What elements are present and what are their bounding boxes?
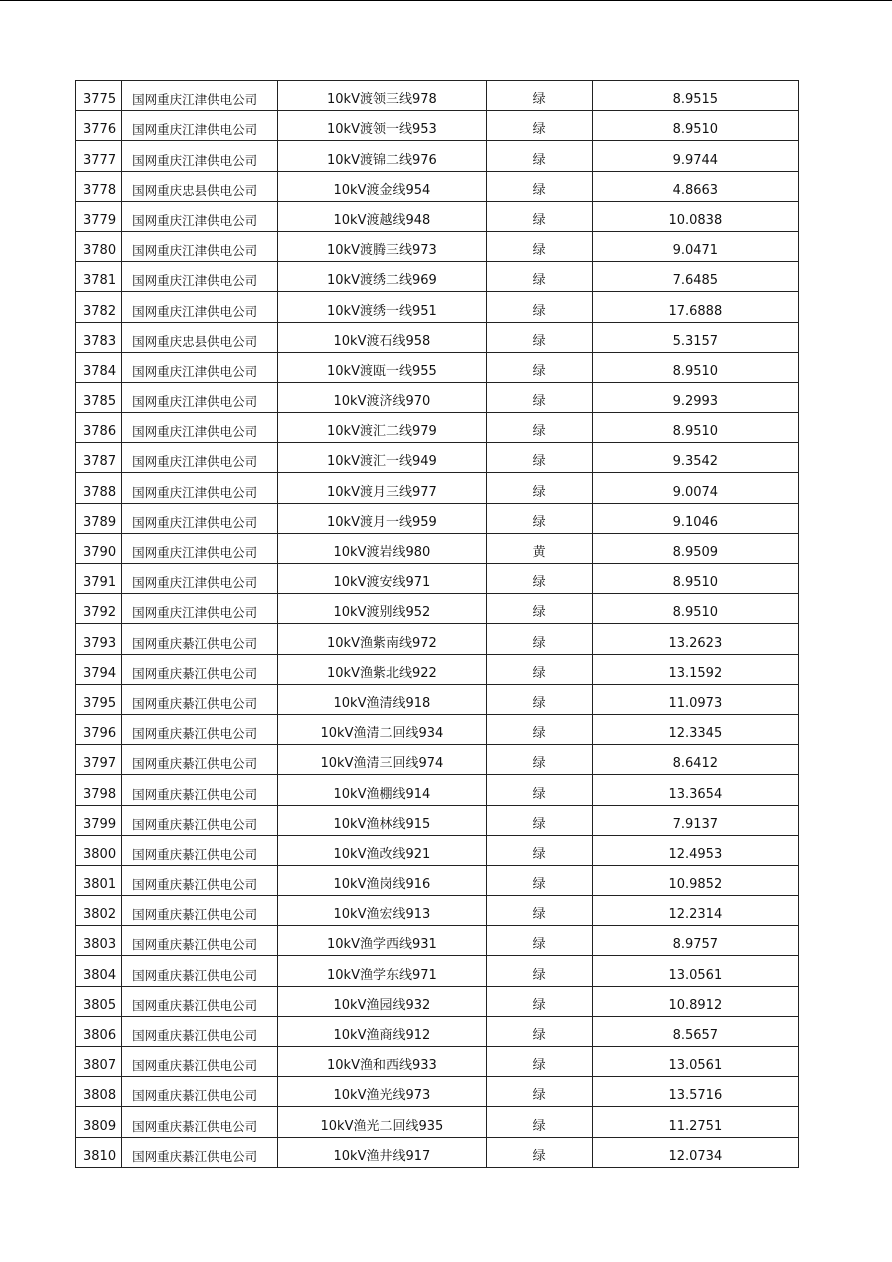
status-color-cell: 绿 (486, 352, 592, 382)
status-color-cell: 绿 (486, 1107, 592, 1137)
table-row (76, 896, 799, 926)
company-cell: 国网重庆江津供电公司 (122, 382, 278, 412)
table-row (76, 805, 799, 835)
row-number-cell: 3793 (76, 624, 122, 654)
line-name-cell: 10kV渡汇一线949 (278, 443, 486, 473)
company-cell: 国网重庆綦江供电公司 (122, 956, 278, 986)
line-name-cell: 10kV渡领一线953 (278, 111, 486, 141)
value-cell: 11.2751 (592, 1107, 798, 1137)
company-cell: 国网重庆江津供电公司 (122, 413, 278, 443)
row-number-cell: 3777 (76, 141, 122, 171)
value-cell: 12.3345 (592, 714, 798, 744)
table-row (76, 654, 799, 684)
company-cell: 国网重庆江津供电公司 (122, 533, 278, 563)
value-cell: 8.9510 (592, 413, 798, 443)
company-cell: 国网重庆江津供电公司 (122, 443, 278, 473)
company-cell: 国网重庆江津供电公司 (122, 352, 278, 382)
line-name-cell: 10kV渡绣二线969 (278, 262, 486, 292)
line-name-cell: 10kV渔清线918 (278, 684, 486, 714)
value-cell: 9.1046 (592, 503, 798, 533)
table-row (76, 1137, 799, 1167)
value-cell: 13.1592 (592, 654, 798, 684)
table-row (76, 413, 799, 443)
status-color-cell: 绿 (486, 956, 592, 986)
company-cell: 国网重庆綦江供电公司 (122, 805, 278, 835)
company-cell: 国网重庆綦江供电公司 (122, 624, 278, 654)
line-name-cell: 10kV渡锦二线976 (278, 141, 486, 171)
company-cell: 国网重庆忠县供电公司 (122, 171, 278, 201)
status-color-cell: 绿 (486, 443, 592, 473)
status-color-cell: 绿 (486, 805, 592, 835)
company-cell: 国网重庆江津供电公司 (122, 111, 278, 141)
line-name-cell: 10kV渔改线921 (278, 835, 486, 865)
row-number-cell: 3800 (76, 835, 122, 865)
table-row (76, 594, 799, 624)
table-row (76, 684, 799, 714)
line-name-cell: 10kV渡济线970 (278, 382, 486, 412)
line-name-cell: 10kV渔紫南线972 (278, 624, 486, 654)
company-cell: 国网重庆綦江供电公司 (122, 865, 278, 895)
value-cell: 9.0074 (592, 473, 798, 503)
company-cell: 国网重庆忠县供电公司 (122, 322, 278, 352)
table-row (76, 262, 799, 292)
line-name-cell: 10kV渡石线958 (278, 322, 486, 352)
value-cell: 9.3542 (592, 443, 798, 473)
status-color-cell: 绿 (486, 1077, 592, 1107)
line-name-cell: 10kV渡月一线959 (278, 503, 486, 533)
status-color-cell: 绿 (486, 564, 592, 594)
status-color-cell: 绿 (486, 322, 592, 352)
status-color-cell: 绿 (486, 1137, 592, 1167)
row-number-cell: 3798 (76, 775, 122, 805)
company-cell: 国网重庆綦江供电公司 (122, 1107, 278, 1137)
company-cell: 国网重庆綦江供电公司 (122, 926, 278, 956)
status-color-cell: 绿 (486, 81, 592, 111)
line-name-cell: 10kV渔学东线971 (278, 956, 486, 986)
line-name-cell: 10kV渔清三回线974 (278, 745, 486, 775)
status-color-cell: 绿 (486, 231, 592, 261)
row-number-cell: 3790 (76, 533, 122, 563)
value-cell: 13.3654 (592, 775, 798, 805)
status-color-cell: 绿 (486, 503, 592, 533)
line-name-cell: 10kV渡越线948 (278, 201, 486, 231)
row-number-cell: 3775 (76, 81, 122, 111)
table-row (76, 1016, 799, 1046)
value-cell: 11.0973 (592, 684, 798, 714)
table-row (76, 865, 799, 895)
value-cell: 10.0838 (592, 201, 798, 231)
value-cell: 7.6485 (592, 262, 798, 292)
value-cell: 10.9852 (592, 865, 798, 895)
row-number-cell: 3782 (76, 292, 122, 322)
row-number-cell: 3784 (76, 352, 122, 382)
data-table (75, 80, 799, 1168)
line-name-cell: 10kV渔商线912 (278, 1016, 486, 1046)
row-number-cell: 3791 (76, 564, 122, 594)
row-number-cell: 3779 (76, 201, 122, 231)
status-color-cell: 绿 (486, 594, 592, 624)
status-color-cell: 绿 (486, 292, 592, 322)
table-row (76, 956, 799, 986)
row-number-cell: 3788 (76, 473, 122, 503)
row-number-cell: 3804 (76, 956, 122, 986)
line-name-cell: 10kV渡绣一线951 (278, 292, 486, 322)
status-color-cell: 绿 (486, 835, 592, 865)
table-row (76, 775, 799, 805)
table-row (76, 443, 799, 473)
table-row (76, 352, 799, 382)
table-row (76, 714, 799, 744)
page-top-border (0, 0, 892, 1)
status-color-cell: 绿 (486, 865, 592, 895)
status-color-cell: 绿 (486, 141, 592, 171)
line-name-cell: 10kV渔紫北线922 (278, 654, 486, 684)
table-row (76, 473, 799, 503)
row-number-cell: 3803 (76, 926, 122, 956)
company-cell: 国网重庆江津供电公司 (122, 141, 278, 171)
company-cell: 国网重庆綦江供电公司 (122, 1016, 278, 1046)
status-color-cell: 绿 (486, 413, 592, 443)
company-cell: 国网重庆綦江供电公司 (122, 714, 278, 744)
company-cell: 国网重庆江津供电公司 (122, 201, 278, 231)
value-cell: 9.9744 (592, 141, 798, 171)
table-row (76, 171, 799, 201)
line-name-cell: 10kV渡别线952 (278, 594, 486, 624)
table-row (76, 111, 799, 141)
row-number-cell: 3789 (76, 503, 122, 533)
line-name-cell: 10kV渡领三线978 (278, 81, 486, 111)
table-row (76, 624, 799, 654)
value-cell: 8.9510 (592, 111, 798, 141)
value-cell: 8.6412 (592, 745, 798, 775)
value-cell: 10.8912 (592, 986, 798, 1016)
line-name-cell: 10kV渔园线932 (278, 986, 486, 1016)
status-color-cell: 绿 (486, 896, 592, 926)
company-cell: 国网重庆綦江供电公司 (122, 654, 278, 684)
status-color-cell: 绿 (486, 986, 592, 1016)
status-color-cell: 绿 (486, 171, 592, 201)
value-cell: 8.9510 (592, 352, 798, 382)
row-number-cell: 3795 (76, 684, 122, 714)
company-cell: 国网重庆綦江供电公司 (122, 775, 278, 805)
company-cell: 国网重庆綦江供电公司 (122, 684, 278, 714)
company-cell: 国网重庆綦江供电公司 (122, 1047, 278, 1077)
status-color-cell: 绿 (486, 382, 592, 412)
row-number-cell: 3809 (76, 1107, 122, 1137)
company-cell: 国网重庆綦江供电公司 (122, 986, 278, 1016)
table-row (76, 564, 799, 594)
status-color-cell: 绿 (486, 201, 592, 231)
value-cell: 13.5716 (592, 1077, 798, 1107)
company-cell: 国网重庆綦江供电公司 (122, 835, 278, 865)
row-number-cell: 3786 (76, 413, 122, 443)
row-number-cell: 3807 (76, 1047, 122, 1077)
value-cell: 13.0561 (592, 956, 798, 986)
table-row (76, 835, 799, 865)
row-number-cell: 3810 (76, 1137, 122, 1167)
line-name-cell: 10kV渡瓯一线955 (278, 352, 486, 382)
value-cell: 17.6888 (592, 292, 798, 322)
company-cell: 国网重庆綦江供电公司 (122, 1077, 278, 1107)
value-cell: 12.2314 (592, 896, 798, 926)
status-color-cell: 绿 (486, 684, 592, 714)
table-row (76, 745, 799, 775)
row-number-cell: 3805 (76, 986, 122, 1016)
value-cell: 8.9757 (592, 926, 798, 956)
table-row (76, 1107, 799, 1137)
line-name-cell: 10kV渔宏线913 (278, 896, 486, 926)
value-cell: 9.2993 (592, 382, 798, 412)
company-cell: 国网重庆江津供电公司 (122, 564, 278, 594)
table-row (76, 1077, 799, 1107)
table-row (76, 201, 799, 231)
value-cell: 8.9515 (592, 81, 798, 111)
status-color-cell: 绿 (486, 111, 592, 141)
status-color-cell: 绿 (486, 654, 592, 684)
row-number-cell: 3808 (76, 1077, 122, 1107)
row-number-cell: 3806 (76, 1016, 122, 1046)
company-cell: 国网重庆江津供电公司 (122, 292, 278, 322)
status-color-cell: 绿 (486, 745, 592, 775)
row-number-cell: 3778 (76, 171, 122, 201)
status-color-cell: 绿 (486, 473, 592, 503)
table-row (76, 1047, 799, 1077)
line-name-cell: 10kV渡金线954 (278, 171, 486, 201)
row-number-cell: 3794 (76, 654, 122, 684)
line-name-cell: 10kV渡安线971 (278, 564, 486, 594)
status-color-cell: 绿 (486, 714, 592, 744)
line-name-cell: 10kV渡腾三线973 (278, 231, 486, 261)
value-cell: 13.0561 (592, 1047, 798, 1077)
status-color-cell: 绿 (486, 775, 592, 805)
line-name-cell: 10kV渔岗线916 (278, 865, 486, 895)
row-number-cell: 3799 (76, 805, 122, 835)
value-cell: 4.8663 (592, 171, 798, 201)
table-row (76, 292, 799, 322)
row-number-cell: 3792 (76, 594, 122, 624)
row-number-cell: 3801 (76, 865, 122, 895)
table-row (76, 503, 799, 533)
company-cell: 国网重庆綦江供电公司 (122, 745, 278, 775)
company-cell: 国网重庆江津供电公司 (122, 81, 278, 111)
row-number-cell: 3783 (76, 322, 122, 352)
line-name-cell: 10kV渡月三线977 (278, 473, 486, 503)
line-name-cell: 10kV渔清二回线934 (278, 714, 486, 744)
table-row (76, 382, 799, 412)
value-cell: 9.0471 (592, 231, 798, 261)
value-cell: 8.9510 (592, 564, 798, 594)
table-row (76, 231, 799, 261)
table-row (76, 986, 799, 1016)
table-row (76, 141, 799, 171)
line-name-cell: 10kV渔学西线931 (278, 926, 486, 956)
value-cell: 8.5657 (592, 1016, 798, 1046)
value-cell: 8.9509 (592, 533, 798, 563)
company-cell: 国网重庆綦江供电公司 (122, 896, 278, 926)
company-cell: 国网重庆江津供电公司 (122, 503, 278, 533)
row-number-cell: 3787 (76, 443, 122, 473)
value-cell: 13.2623 (592, 624, 798, 654)
table-body (76, 81, 799, 1168)
status-color-cell: 绿 (486, 262, 592, 292)
value-cell: 12.0734 (592, 1137, 798, 1167)
row-number-cell: 3780 (76, 231, 122, 261)
status-color-cell: 绿 (486, 926, 592, 956)
line-name-cell: 10kV渔棚线914 (278, 775, 486, 805)
table-row (76, 533, 799, 563)
status-color-cell: 黄 (486, 533, 592, 563)
line-name-cell: 10kV渡汇二线979 (278, 413, 486, 443)
row-number-cell: 3776 (76, 111, 122, 141)
line-name-cell: 10kV渔和西线933 (278, 1047, 486, 1077)
company-cell: 国网重庆江津供电公司 (122, 594, 278, 624)
company-cell: 国网重庆江津供电公司 (122, 262, 278, 292)
value-cell: 12.4953 (592, 835, 798, 865)
row-number-cell: 3796 (76, 714, 122, 744)
table-row (76, 81, 799, 111)
line-name-cell: 10kV渔井线917 (278, 1137, 486, 1167)
line-name-cell: 10kV渔光二回线935 (278, 1107, 486, 1137)
company-cell: 国网重庆江津供电公司 (122, 473, 278, 503)
value-cell: 8.9510 (592, 594, 798, 624)
row-number-cell: 3785 (76, 382, 122, 412)
line-name-cell: 10kV渔光线973 (278, 1077, 486, 1107)
row-number-cell: 3802 (76, 896, 122, 926)
status-color-cell: 绿 (486, 1016, 592, 1046)
status-color-cell: 绿 (486, 624, 592, 654)
row-number-cell: 3781 (76, 262, 122, 292)
value-cell: 5.3157 (592, 322, 798, 352)
line-name-cell: 10kV渡岩线980 (278, 533, 486, 563)
row-number-cell: 3797 (76, 745, 122, 775)
company-cell: 国网重庆綦江供电公司 (122, 1137, 278, 1167)
status-color-cell: 绿 (486, 1047, 592, 1077)
value-cell: 7.9137 (592, 805, 798, 835)
table-row (76, 322, 799, 352)
line-name-cell: 10kV渔林线915 (278, 805, 486, 835)
company-cell: 国网重庆江津供电公司 (122, 231, 278, 261)
table-row (76, 926, 799, 956)
